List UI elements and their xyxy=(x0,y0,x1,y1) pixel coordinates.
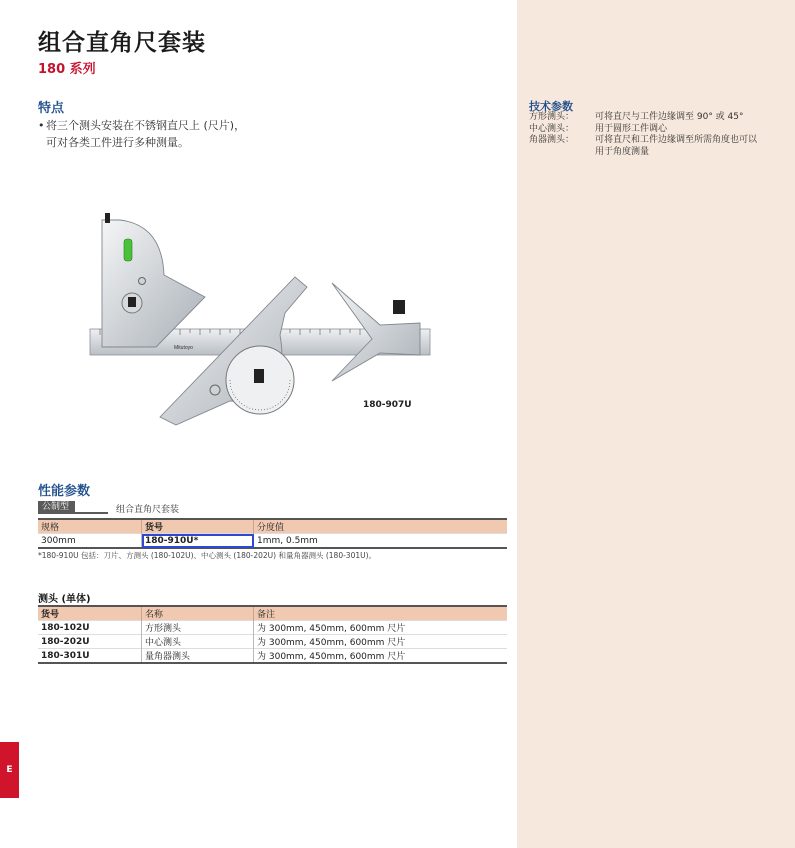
series-label: 180 系列 xyxy=(38,62,96,77)
features-text xyxy=(38,117,245,151)
remark-cell: 为 300mm, 450mm, 600mm 尺片 xyxy=(254,635,508,649)
features-line-2: 可对各类工件进行多种测量。 xyxy=(46,136,189,149)
tech-specs-list xyxy=(529,112,765,158)
table-row xyxy=(38,534,507,549)
name-cell: 中心测头 xyxy=(142,635,254,649)
tech-spec-key: 方形测头： xyxy=(529,112,575,122)
bullet-icon: • xyxy=(38,119,45,132)
table-row xyxy=(38,621,507,635)
remark-cell: 为 300mm, 450mm, 600mm 尺片 xyxy=(254,621,508,635)
brand-text: Mitutoyo xyxy=(174,345,193,351)
column-header: 名称 xyxy=(142,606,254,621)
metric-underline xyxy=(38,512,108,514)
square-head xyxy=(102,213,205,347)
name-cell: 量角器测头 xyxy=(142,649,254,664)
resolution-cell: 1mm, 0.5mm xyxy=(254,534,508,549)
page-title: 组合直角尺套装 xyxy=(38,30,206,56)
table-row xyxy=(38,649,507,664)
remark-cell: 为 300mm, 450mm, 600mm 尺片 xyxy=(254,649,508,664)
model-label: 180-907U xyxy=(363,400,412,410)
features-line-1: 将三个测头安装在不锈钢直尺上 (尺片)， xyxy=(46,119,246,132)
tech-spec-key: 中心测头： xyxy=(529,123,575,134)
footnote: *180-910U 包括：刀片、方测头 (180-102U)、中心测头 (180-202U) 和量角器测头 (180-301U)。 xyxy=(38,551,377,560)
metric-tab: 公制型 xyxy=(38,501,75,513)
column-header: 规格 xyxy=(38,519,142,534)
tech-spec-row xyxy=(529,124,765,136)
size-cell: 300mm xyxy=(38,534,142,549)
column-header: 货号 xyxy=(38,606,142,621)
tech-spec-value: 可将直尺与工件边缘调至 90° 或 45° xyxy=(595,112,744,122)
tech-spec-value: 可将直尺和工件边缘调至所需角度也可以用于角度测量 xyxy=(595,135,758,157)
performance-heading: 性能参数 xyxy=(38,484,91,499)
table-row xyxy=(38,635,507,649)
features-heading: 特点 xyxy=(38,101,65,116)
code-cell: 180-301U xyxy=(38,649,142,664)
tech-spec-row xyxy=(529,135,765,158)
tech-specs-heading: 技术参数 xyxy=(529,100,573,113)
table-header-row xyxy=(38,606,507,621)
heads-table xyxy=(38,605,507,664)
tech-spec-value: 用于圆形工件调心 xyxy=(595,123,668,134)
tech-spec-key: 角器测头： xyxy=(529,135,575,146)
section-tab-e[interactable]: E xyxy=(0,742,19,798)
column-header: 备注 xyxy=(254,606,508,621)
column-header: 分度值 xyxy=(254,519,508,534)
column-header: 货号 xyxy=(142,519,254,534)
code-cell: 180-202U xyxy=(38,635,142,649)
name-cell: 方形测头 xyxy=(142,621,254,635)
table-header-row xyxy=(38,519,507,534)
code-cell: 180-102U xyxy=(38,621,142,635)
performance-table xyxy=(38,518,507,549)
heads-heading: 测头 (单体) xyxy=(38,594,91,605)
tech-spec-row xyxy=(529,112,765,124)
metric-description: 组合直角尺套装 xyxy=(116,505,180,515)
code-cell: 180-910U* xyxy=(142,534,254,549)
